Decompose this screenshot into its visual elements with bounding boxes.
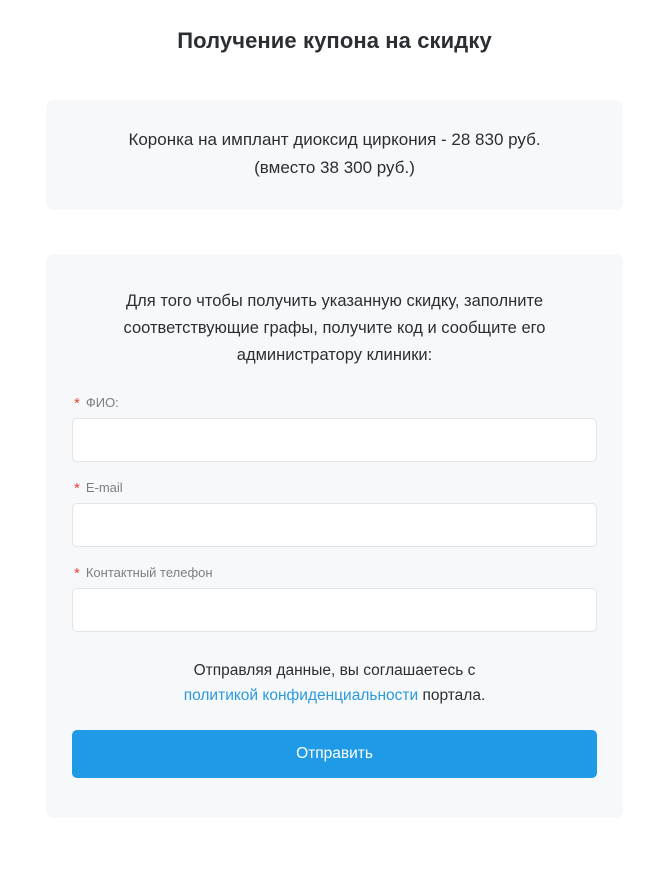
offer-line-2: (вместо 38 300 руб.) [254, 158, 415, 177]
phone-input[interactable] [72, 588, 597, 632]
form-intro-line-2: заполните соответствующие графы, получите код и [123, 292, 543, 337]
privacy-policy-link[interactable]: политикой конфиденциальности [183, 687, 419, 704]
offer-line-1: Коронка на имплант диоксид циркония - 28 830 руб. [128, 130, 541, 149]
email-label [74, 480, 597, 495]
submit-button[interactable]: Отправить [72, 730, 597, 778]
fullname-input[interactable] [72, 418, 597, 462]
fullname-label-text: ФИО: [85, 395, 119, 410]
consent-suffix: портала. [418, 687, 486, 704]
consent-text [72, 658, 597, 708]
phone-label-text: Контактный телефон [85, 565, 213, 580]
required-asterisk-icon: * [74, 480, 80, 497]
page-title: Получение купона на скидку [177, 28, 492, 53]
form-intro [72, 288, 597, 369]
email-input[interactable] [72, 503, 597, 547]
form-intro-line-1: Для того чтобы получить указанную скидку, [126, 292, 460, 310]
coupon-form [46, 254, 623, 818]
form-intro-line-3: сообщите его администратору клиники: [236, 319, 546, 364]
offer-card [46, 100, 623, 210]
field-email [72, 480, 597, 547]
field-phone [72, 565, 597, 632]
email-label-text: E-mail [85, 480, 123, 495]
fullname-label [74, 395, 597, 410]
required-asterisk-icon: * [74, 565, 80, 582]
phone-label [74, 565, 597, 580]
required-asterisk-icon: * [74, 395, 80, 412]
consent-prefix: Отправляя данные, вы соглашаетесь с [193, 662, 476, 679]
field-fullname [72, 395, 597, 462]
